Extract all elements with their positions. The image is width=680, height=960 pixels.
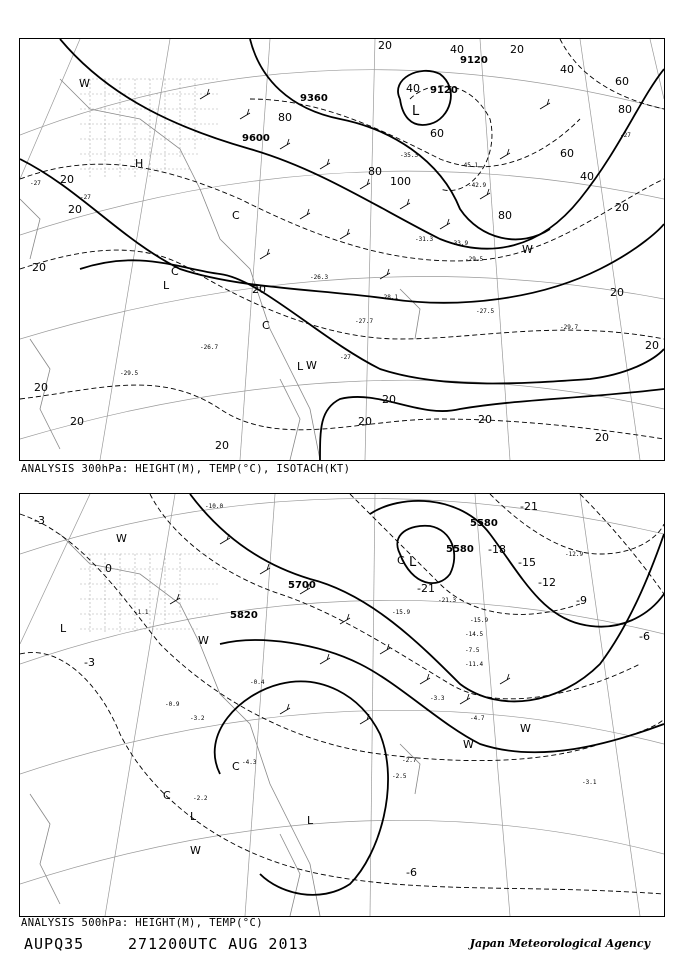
map-500hpa-canvas xyxy=(20,494,664,916)
isotach-label: 100 xyxy=(390,175,411,188)
agency-name: Japan Meteorological Agency xyxy=(469,937,650,950)
isotach-label: 20 xyxy=(382,393,396,406)
analysis-map-500hpa xyxy=(19,493,665,917)
valid-time: 271200UTC AUG 2013 xyxy=(128,935,309,953)
warm-center-marker: W xyxy=(79,77,90,90)
isotach-label: 20 xyxy=(358,415,372,428)
panel-caption-500hpa: ANALYSIS 500hPa: HEIGHT(M), TEMP(°C) xyxy=(21,917,263,929)
isotherm-label: -21 xyxy=(417,582,435,595)
height-label: 5580 xyxy=(446,544,474,555)
height-label: 9360 xyxy=(300,93,328,104)
isotach-label: 40 xyxy=(450,43,464,56)
temperature-label: -27 xyxy=(340,354,351,361)
warm-center-marker: W xyxy=(198,634,209,647)
coastlines xyxy=(20,79,420,460)
analysis-map-300hpa xyxy=(19,38,665,461)
isotach-label: 80 xyxy=(498,209,512,222)
isotherm-label: -6 xyxy=(639,630,650,643)
temperature-label: -4.7 xyxy=(470,715,485,722)
temperature-label: -1.1 xyxy=(134,609,149,616)
cold-center-marker: C xyxy=(232,760,240,773)
temperature-label: -15.9 xyxy=(470,617,489,624)
temperature-label: -27 xyxy=(80,194,91,201)
temperature-label: -45.1 xyxy=(460,162,479,169)
temperature-label: -27.5 xyxy=(476,308,495,315)
isotach-label: 20 xyxy=(610,286,624,299)
cold-center-marker: C xyxy=(232,209,240,222)
isotherm-label: -6 xyxy=(406,866,417,879)
isotach-label: 80 xyxy=(278,111,292,124)
warm-center-marker: W xyxy=(190,844,201,857)
temperature-label: -2.5 xyxy=(392,773,407,780)
temperature-label: -3.1 xyxy=(582,779,597,786)
panel-caption-300hpa: ANALYSIS 300hPa: HEIGHT(M), TEMP(°C), ISOTACH(KT) xyxy=(21,463,351,475)
low-center-marker: L xyxy=(409,555,417,570)
isotach-label: 40 xyxy=(406,82,420,95)
isotherm-label: -3 xyxy=(34,514,45,527)
temperature-label: -0.4 xyxy=(250,679,265,686)
graticule xyxy=(20,39,664,460)
temperature-label: -33.9 xyxy=(450,240,469,247)
temperature-label: -42.9 xyxy=(468,182,487,189)
isotach-label: 80 xyxy=(618,103,632,116)
low-center-marker: L xyxy=(163,279,170,292)
isotherm-label: -15 xyxy=(518,556,536,569)
temperature-label: -29.7 xyxy=(560,324,579,331)
temperature-label: -14.5 xyxy=(465,631,484,638)
warm-center-marker: W xyxy=(116,532,127,545)
isotherm-label: -3 xyxy=(84,656,95,669)
isotach-label: 20 xyxy=(34,381,48,394)
isotach-label: 60 xyxy=(615,75,629,88)
height-label: 5820 xyxy=(230,610,258,621)
temperature-label: -21.3 xyxy=(438,597,457,604)
pressure-centers xyxy=(79,77,533,373)
temperature-label: -29.5 xyxy=(465,256,484,263)
cold-center-marker: C xyxy=(262,319,270,332)
cold-center-marker: C xyxy=(397,554,405,567)
isotach-label: 20 xyxy=(32,261,46,274)
isotach-label: 20 xyxy=(378,39,392,52)
height-label: 9120 xyxy=(460,55,488,66)
low-center-marker: L xyxy=(190,810,197,823)
temperature-label: -28.1 xyxy=(380,294,399,301)
warm-center-marker: W xyxy=(463,738,474,751)
isotach-label: 20 xyxy=(645,339,659,352)
low-center-marker: L xyxy=(412,104,420,119)
map-300hpa-canvas xyxy=(20,39,664,460)
wind-barbs xyxy=(200,89,550,279)
isotach-label: 20 xyxy=(478,413,492,426)
isotach-label: 60 xyxy=(430,127,444,140)
temperature-label: -31.3 xyxy=(415,236,434,243)
temperature-label: -10.0 xyxy=(205,503,224,510)
height-label: 5580 xyxy=(470,518,498,529)
temperature-label: -27 xyxy=(620,132,631,139)
isotach-label: 20 xyxy=(615,201,629,214)
height-labels xyxy=(230,518,498,621)
height-label: 9600 xyxy=(242,133,270,144)
low-center-marker: L xyxy=(297,360,304,373)
temperature-label: -27 xyxy=(30,180,41,187)
chart-id: AUPQ35 xyxy=(24,935,85,953)
temperature-label: -0.9 xyxy=(165,701,180,708)
isotherm-label: -12 xyxy=(538,576,556,589)
isotach-label: 80 xyxy=(368,165,382,178)
low-center-marker: L xyxy=(60,622,67,635)
cold-center-marker: C xyxy=(163,789,171,802)
isotach-lines xyxy=(20,39,664,439)
low-center-marker: L xyxy=(307,814,314,827)
temperature-label: -4.3 xyxy=(242,759,257,766)
temperature-label: -26.3 xyxy=(310,274,329,281)
isotherm-label: -21 xyxy=(520,500,538,513)
temperature-label: -35.3 xyxy=(400,152,419,159)
temperature-label: -26.7 xyxy=(200,344,219,351)
warm-center-marker: W xyxy=(306,359,317,372)
temperature-label: -11.4 xyxy=(465,661,484,668)
isotach-label: 40 xyxy=(560,63,574,76)
temperature-label: -12.9 xyxy=(565,551,584,558)
coastlines xyxy=(30,534,420,916)
isotach-label: 40 xyxy=(580,170,594,183)
isotach-label: 20 xyxy=(215,439,229,452)
temperature-label: -3.3 xyxy=(430,695,445,702)
height-label: 5700 xyxy=(288,580,316,591)
isotach-label: 20 xyxy=(510,43,524,56)
height-label: 9120 xyxy=(430,85,458,96)
isotach-label: 20 xyxy=(68,203,82,216)
isotach-label: 20 xyxy=(252,283,266,296)
height-contours xyxy=(20,39,664,460)
temperature-label: -7.5 xyxy=(465,647,480,654)
temperature-label: -27.7 xyxy=(355,318,374,325)
temperature-label: -2.7 xyxy=(402,757,417,764)
temperature-label: -3.2 xyxy=(190,715,205,722)
temperature-label: -29.5 xyxy=(120,370,139,377)
temperature-label: -15.9 xyxy=(392,609,411,616)
isotach-label: 20 xyxy=(595,431,609,444)
isotach-label: 60 xyxy=(560,147,574,160)
warm-center-marker: W xyxy=(522,243,533,256)
isotherm-label: 0 xyxy=(105,562,112,575)
temperature-label: -2.2 xyxy=(193,795,208,802)
isotherm-label: -9 xyxy=(576,594,587,607)
warm-center-marker: W xyxy=(520,722,531,735)
cold-center-marker: C xyxy=(171,265,179,278)
isotherm-label: -18 xyxy=(488,543,506,556)
isotach-label: 20 xyxy=(60,173,74,186)
high-center-marker: H xyxy=(135,157,144,170)
isotach-label: 20 xyxy=(70,415,84,428)
